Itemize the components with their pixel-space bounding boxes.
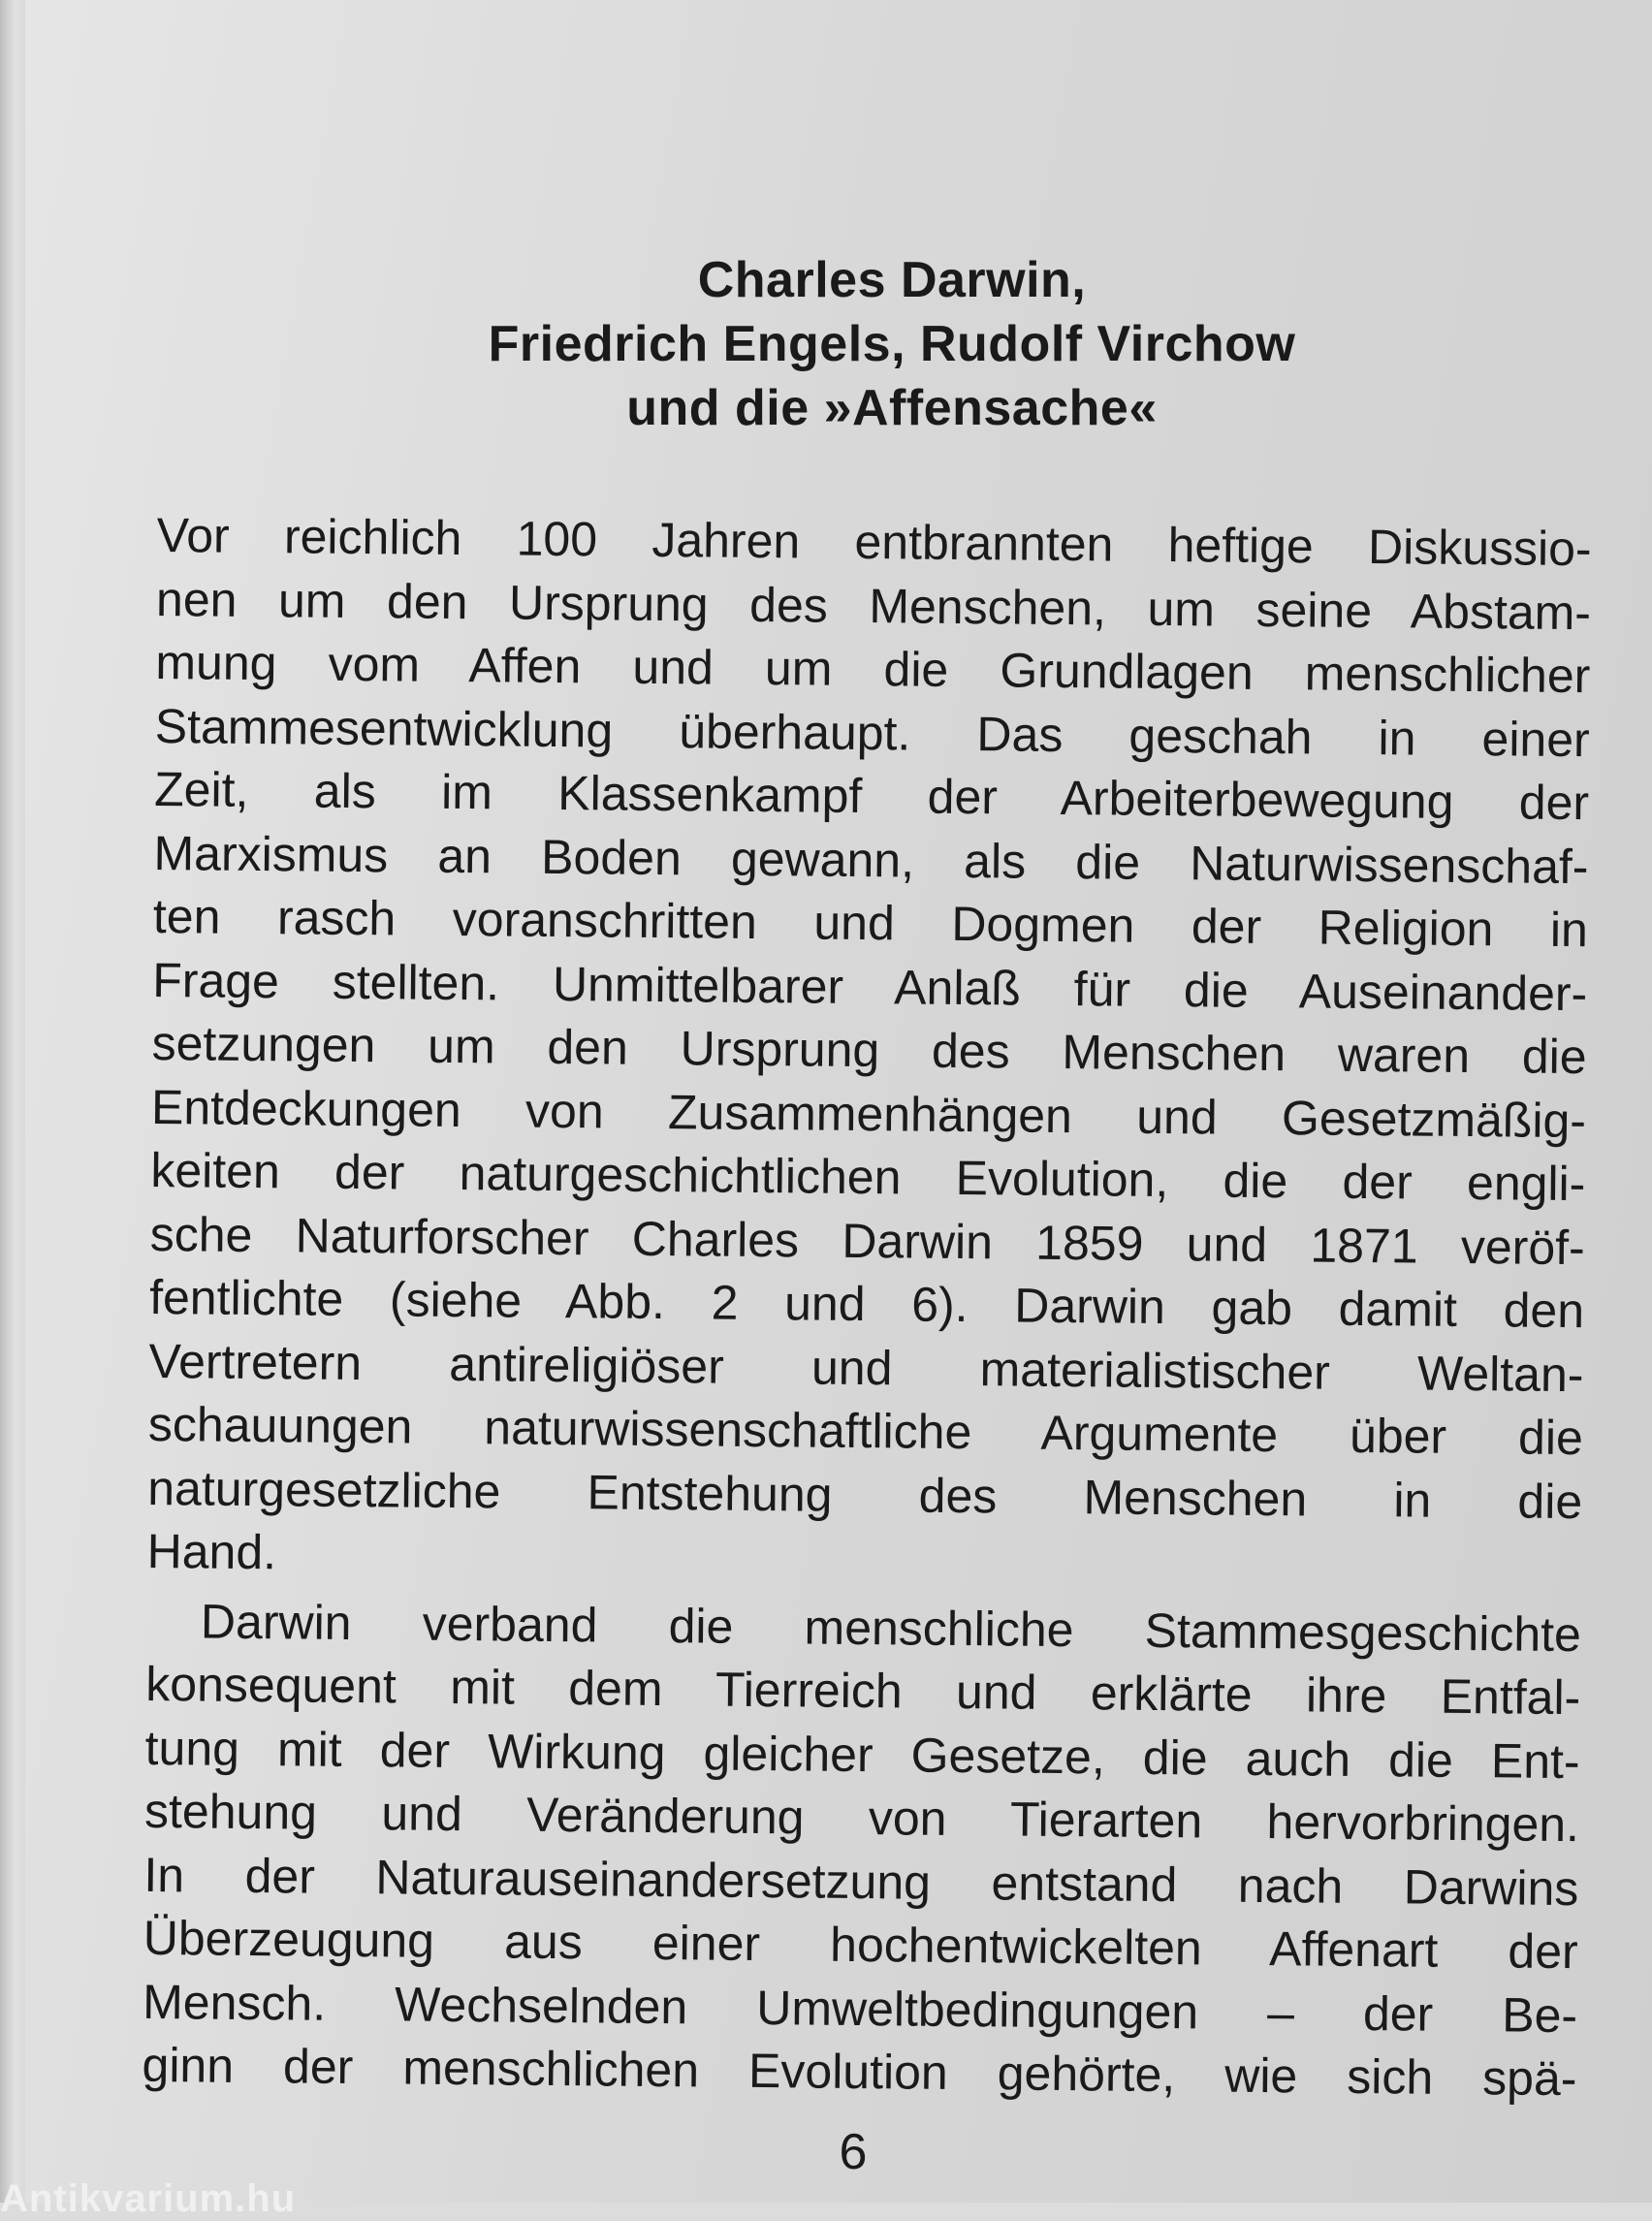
text-line: Darwin verband die menschliche Stammesgeschichte (200, 1593, 1582, 1662)
text-line: ginn der menschlichen Evolution gehörte, wie sich spä- (142, 2037, 1577, 2107)
text-line: Frage stellten. Unmittelbarer Anlaß für die Auseinander- (152, 952, 1588, 1021)
chapter-heading (291, 248, 1493, 440)
text-line: Vertretern antireligiöser und materialistischer Weltan- (148, 1333, 1584, 1402)
text-line: Überzeugung aus einer hochentwickelten Affenart der (143, 1910, 1579, 1980)
text-line: In der Naturauseinandersetzung entstand nach Darwins (143, 1847, 1579, 1916)
text-line: fentlichte (siehe Abb. 2 und 6). Darwin gab damit den (148, 1269, 1585, 1339)
text-line: ten rasch voranschritten und Dogmen der Religion in (152, 888, 1589, 958)
paragraph-2 (142, 1589, 1581, 2110)
text-line: konsequent mit dem Tierreich und erklärte ihre Entfal- (145, 1656, 1581, 1726)
text-line: Marxismus an Boden gewann, als die Naturwissenschaf- (153, 825, 1589, 894)
text-line: sche Naturforscher Charles Darwin 1859 und 1871 veröf- (149, 1206, 1585, 1275)
text-line: stehung und Veränderung von Tierarten hervorbringen. (143, 1783, 1580, 1853)
text-line: Entdeckungen von Zusammenhängen und Gesetzmäßig- (150, 1079, 1587, 1148)
text-line: Stammesentwicklung überhaupt. Das geschah in einer (154, 698, 1591, 767)
text-line: setzungen um den Ursprung des Menschen waren die (151, 1015, 1587, 1085)
watermark-text: Antikvarium.hu (0, 2177, 297, 2220)
text-line: Mensch. Wechselnden Umweltbedingungen – der Be- (142, 1974, 1578, 2043)
page-number: 6 (839, 2124, 868, 2180)
text-line: Zeit, als im Klassenkampf der Arbeiterbewegung der (153, 761, 1590, 831)
heading-line: Friedrich Engels, Rudolf Virchow (488, 316, 1296, 372)
text-line: schauungen naturwissenschaftliche Argumente über die (147, 1396, 1584, 1466)
text-line: nen um den Ursprung des Menschen, um seine Abstam- (155, 571, 1592, 640)
heading-line: und die »Affensache« (626, 380, 1158, 436)
text-line: tung mit der Wirkung gleicher Gesetze, die auch die Ent- (144, 1720, 1580, 1789)
paragraph-1 (146, 504, 1592, 1598)
text-line: Hand. (146, 1523, 277, 1580)
text-line: keiten der naturgeschichtlichen Evolution, die der engli- (150, 1142, 1586, 1212)
text-line: mung vom Affen und um die Grundlagen menschlicher (155, 634, 1591, 704)
page-spine-edge (0, 0, 25, 2203)
heading-line: Charles Darwin, (697, 252, 1087, 308)
text-line: Vor reichlich 100 Jahren entbrannten heftige Diskussio- (156, 507, 1592, 577)
text-line: naturgesetzliche Entstehung des Menschen in die (146, 1460, 1583, 1529)
body-text (142, 504, 1592, 2111)
